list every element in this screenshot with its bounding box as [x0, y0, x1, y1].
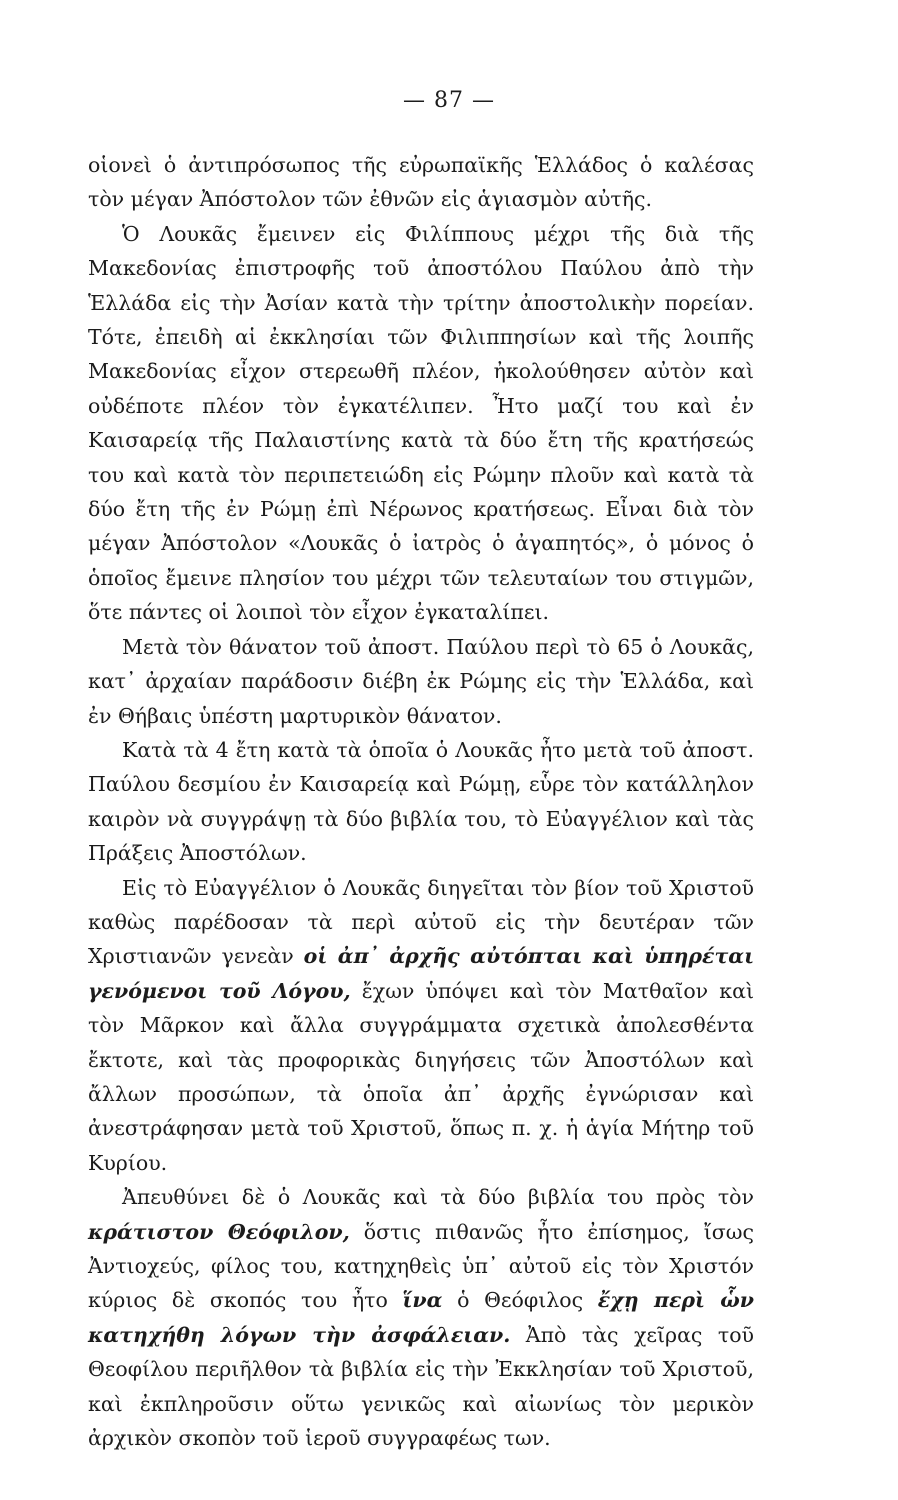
text-segment: ἔχων ὑπόψει καὶ τὸν Ματθαῖον καὶ τὸν Μᾶρκον καὶ ἄλλα συγγράμματα σχετικὰ ἀπολεσθέντα ἔκτοτε, καὶ τὰς προφορικὰς διηγήσεις τῶν Ἀποστόλων καὶ ἄλλων προσώπων, τὰ ὁποῖα ἀπ᾽ ἀρχῆς ἐγνώρισαν καὶ ἀνεστράφησαν μετὰ τοῦ Χριστοῦ, ὅπως π. χ. ἡ ἁγία Μήτηρ τοῦ Κυρίου.	[88, 978, 754, 1175]
text-segment: ὅστις πιθανῶς ἦτο ἐπίσημος, ἴσως Ἀντιοχεύς, φίλος του, κατηχηθεὶς ὑπ᾽ αὐτοῦ εἰς τὸν Χριστόν κύριος δὲ σκοπός του ἦτο	[88, 1219, 754, 1313]
text-segment: Ὁ Λουκᾶς ἔμεινεν εἰς Φιλίππους μέχρι τῆς διὰ τῆς Μακεδονίας ἐπιστροφῆς τοῦ ἀποστόλου Παύλου ἀπὸ τὴν Ἑλλάδα εἰς τὴν Ἀσίαν κατὰ τὴν τρίτην ἀποστολικὴν πορείαν. Τότε, ἐπειδὴ αἱ ἐκκλησίαι τῶν Φιλιππησίων καὶ τῆς λοιπῆς Μακεδονίας εἶχον στερεωθῆ πλέον, ἠκολούθησεν αὐτὸν καὶ οὐδέποτε πλέον τὸν ἐγκατέλιπεν. Ἦτο μαζί του καὶ ἐν Καισαρείᾳ τῆς Παλαιστίνης κατὰ τὰ δύο ἔτη τῆς κρατήσεώς του καὶ κατὰ τὸν περιπετειώδη εἰς Ρώμην πλοῦν καὶ κατὰ τὰ δύο ἔτη τῆς ἐν Ρώμῃ ἐπὶ Νέρωνος κρατήσεως. Εἶναι διὰ τὸν μέγαν Ἀπόστολον «Λουκᾶς ὁ ἰατρὸς ὁ ἀγαπητός», ὁ μόνος ὁ ὁποῖος ἔμεινε πλησίον του μέχρι τῶν τελευταίων του στιγμῶν, ὅτε πάντες οἱ λοιποὶ τὸν εἶχον ἐγκαταλίπει.	[88, 221, 754, 625]
body-text	[88, 148, 754, 1455]
paragraph	[88, 733, 754, 871]
paragraph	[88, 871, 754, 1181]
emphasized-text: ἵνα	[402, 1288, 443, 1313]
text-segment: ὁ Θεόφιλος	[442, 1288, 598, 1313]
text-segment: Κατὰ τὰ 4 ἔτη κατὰ τὰ ὁποῖα ὁ Λουκᾶς ἦτο μετὰ τοῦ ἀποστ. Παύλου δεσμίου ἐν Καισαρείᾳ καὶ Ρώμῃ, εὗρε τὸν κατάλληλον καιρὸν νὰ συγγράψῃ τὰ δύο βιβλία του, τὸ Εὐαγγέλιον καὶ τὰς Πράξεις Ἀποστόλων.	[88, 737, 754, 866]
page-number: — 87 —	[403, 88, 495, 113]
text-segment: Ἀπευθύνει δὲ ὁ Λουκᾶς καὶ τὰ δύο βιβλία του πρὸς τὸν	[122, 1185, 754, 1210]
text-segment: Ἀπὸ τὰς χεῖρας τοῦ Θεοφίλου περιῆλθον τὰ βιβλία εἰς τὴν Ἐκκλησίαν τοῦ Χριστοῦ, καὶ ἐκπληροῦσιν οὕτω γενικῶς καὶ αἰωνίως τὸν μερικὸν ἀρχικὸν σκοπὸν τοῦ ἱεροῦ συγγραφέως των.	[88, 1322, 754, 1451]
paragraph	[88, 217, 754, 630]
emphasized-text: οἱ ἀπ᾽ ἀρχῆς αὐτόπται καὶ ὑπηρέται γενόμενοι τοῦ Λόγου,	[88, 944, 754, 1003]
text-segment: οἱονεὶ ὁ ἀντιπρόσωπος τῆς εὐρωπαϊκῆς Ἑλλάδος ὁ καλέσας τὸν μέγαν Ἀπόστολον τῶν ἐθνῶν εἰς ἁγιασμὸν αὐτῆς.	[88, 153, 754, 212]
emphasized-text: κράτιστον Θεόφιλον,	[88, 1219, 350, 1244]
text-segment: Εἰς τὸ Εὐαγγέλιον ὁ Λουκᾶς διηγεῖται τὸν βίον τοῦ Χριστοῦ καθὼς παρέδοσαν τὰ περὶ αὐτοῦ εἰς τὴν δευτέραν τῶν Χριστιανῶν γενεὰν	[88, 875, 754, 969]
emphasized-text: ἔχῃ περὶ ὧν κατηχήθη λόγων τὴν ἀσφάλειαν.	[88, 1288, 755, 1347]
paragraph	[88, 1180, 754, 1455]
paragraph	[88, 630, 754, 733]
paragraph	[88, 148, 754, 217]
text-segment: Μετὰ τὸν θάνατον τοῦ ἀποστ. Παύλου περὶ τὸ 65 ὁ Λουκᾶς, κατ᾽ ἀρχαίαν παράδοσιν διέβη ἐκ Ρώμης εἰς τὴν Ἑλλάδα, καὶ ἐν Θήβαις ὑπέστη μαρτυρικὸν θάνατον.	[88, 634, 754, 728]
